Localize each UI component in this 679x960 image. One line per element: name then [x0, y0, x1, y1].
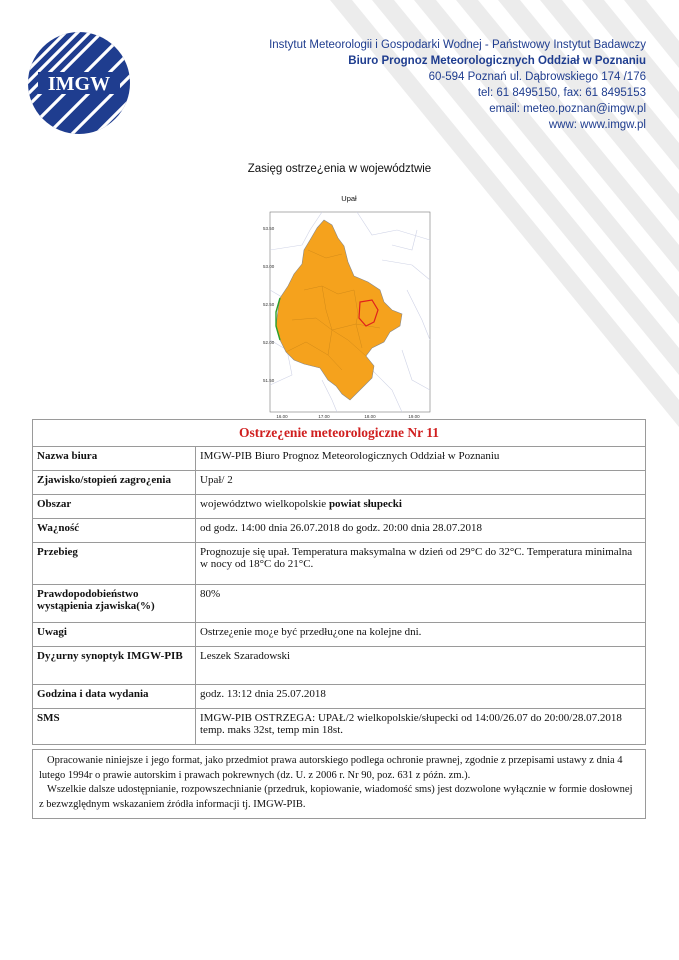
row-label: Prawdopodobieństwo wystąpienia zjawiska(%) — [33, 585, 196, 623]
www-link[interactable]: www: www.imgw.pl — [548, 119, 646, 131]
y-tick-label: 51.50 — [263, 378, 275, 383]
table-row — [33, 447, 646, 471]
row-label: Dy¿urny synoptyk IMGW-PIB — [33, 647, 196, 685]
area-region: województwo wielkopolskie — [200, 498, 327, 510]
row-label: Przebieg — [33, 543, 196, 585]
table-row — [33, 585, 646, 623]
y-tick-label: 52.50 — [263, 302, 275, 307]
row-value: od godz. 14:00 dnia 26.07.2018 do godz. 20:00 dnia 28.07.2018 — [196, 519, 646, 543]
office-name: Biuro Prognoz Meteorologicznych Oddział w Poznaniu — [348, 55, 646, 67]
institute-name: Instytut Meteorologii i Gospodarki Wodnej - Państwowy Instytut Badawczy — [269, 39, 646, 51]
imgw-logo — [26, 30, 132, 136]
map-subtitle: Upał — [341, 194, 357, 203]
imgw-logo-icon — [26, 30, 132, 136]
table-row — [33, 709, 646, 745]
row-label: Uwagi — [33, 623, 196, 647]
table-row — [33, 647, 646, 685]
row-value: Leszek Szaradowski — [196, 647, 646, 685]
table-row — [33, 495, 646, 519]
table-row — [33, 685, 646, 709]
x-tick-label: 19.00 — [408, 414, 420, 419]
row-label: Obszar — [33, 495, 196, 519]
table-row — [33, 471, 646, 495]
copyright-notice — [32, 749, 646, 819]
x-tick-label: 18.00 — [364, 414, 376, 419]
redistribution-paragraph: Wszelkie dalsze udostępnianie, rozpowszechnianie (przedruk, kopiowanie, wiadomość sms) jest dozwolone wyłącznie w formie dosłownej z bezwzględnym wskazaniem źródła informacji tj. IMGW-PIB. — [39, 784, 633, 810]
header-contact — [269, 37, 646, 133]
y-tick-label: 53.50 — [263, 226, 275, 231]
map-title: Zasięg ostrze¿enia w województwie — [247, 163, 432, 175]
warning-area-map — [262, 190, 437, 420]
row-value: Prognozuje się upał. Temperatura maksymalna w dzień od 29°C do 32°C. Temperatura minimalna w nocy od 18°C do 21°C. — [196, 543, 646, 585]
row-value: Ostrze¿enie mo¿e być przedłu¿one na kolejne dni. — [196, 623, 646, 647]
y-tick-label: 53.00 — [263, 264, 275, 269]
row-value: IMGW-PIB Biuro Prognoz Meteorologicznych Oddział w Poznaniu — [196, 447, 646, 471]
warning-title: Ostrze¿enie meteorologiczne Nr 11 — [33, 420, 646, 447]
copyright-paragraph: Opracowanie niniejsze i jego format, jako przedmiot prawa autorskiego podlega ochronie prawnej, zgodnie z przepisami ustawy z dnia 4 lutego 1994r o prawie autorskim i prawach pokrewnych (dz. U. z 2006 r. Nr 90, poz. 631 z późn. zm.). — [39, 755, 623, 781]
x-tick-label: 17.00 — [318, 414, 330, 419]
y-tick-label: 52.00 — [263, 340, 275, 345]
row-label: Godzina i data wydania — [33, 685, 196, 709]
row-value: godz. 13:12 dnia 25.07.2018 — [196, 685, 646, 709]
table-row — [33, 543, 646, 585]
row-value — [196, 495, 646, 519]
row-label: Nazwa biura — [33, 447, 196, 471]
row-value: 80% — [196, 585, 646, 623]
row-label: Zjawisko/stopień zagro¿enia — [33, 471, 196, 495]
row-label: SMS — [33, 709, 196, 745]
row-value: Upał/ 2 — [196, 471, 646, 495]
area-county: powiat słupecki — [328, 498, 402, 510]
logo-text: IMGW — [47, 73, 111, 95]
row-value: IMGW-PIB OSTRZEGA: UPAŁ/2 wielkopolskie/słupecki od 14:00/26.07 do 20:00/28.07.2018 temp. maks 32st, temp min 18st. — [196, 709, 646, 745]
address: 60-594 Poznań ul. Dąbrowskiego 174 /176 — [428, 71, 646, 83]
phone: tel: 61 8495150, fax: 61 8495153 — [477, 87, 646, 99]
table-row — [33, 519, 646, 543]
x-tick-label: 16.00 — [276, 414, 288, 419]
table-row — [33, 623, 646, 647]
warning-table — [32, 419, 646, 745]
email-link[interactable]: email: meteo.poznan@imgw.pl — [489, 103, 646, 115]
row-label: Wa¿ność — [33, 519, 196, 543]
